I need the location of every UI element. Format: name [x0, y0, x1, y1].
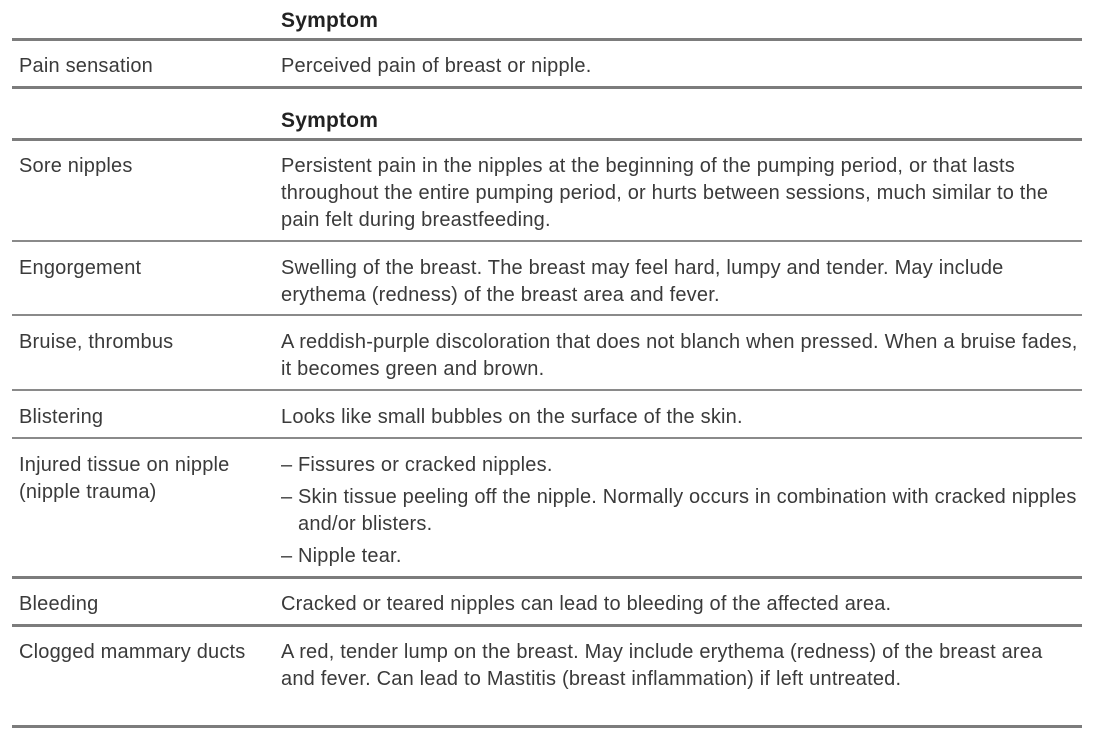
row-divider	[12, 437, 1082, 439]
table-bottom-border	[12, 725, 1082, 728]
row-term: Pain sensation	[19, 55, 154, 77]
header-divider	[12, 138, 1082, 141]
row-divider	[12, 389, 1082, 391]
header-symptom-label: Symptom	[281, 9, 379, 32]
section-divider	[12, 86, 1082, 89]
row-term: Blistering	[19, 406, 104, 428]
header-divider	[12, 38, 1082, 41]
row-divider	[12, 314, 1082, 316]
row-divider	[12, 240, 1082, 242]
row-description: A red, tender lump on the breast. May include erythema (redness) of the breast area and fever. Can lead to Mastitis (breast inflammation) if left untreated.	[281, 641, 1043, 690]
row-term: Engorgement	[19, 257, 142, 279]
row-description: Perceived pain of breast or nipple.	[281, 55, 592, 77]
row-description: Looks like small bubbles on the surface of the skin.	[281, 406, 743, 428]
row-term: Bruise, thrombus	[19, 331, 174, 353]
bullet-item: – Skin tissue peeling off the nipple. Normally occurs in combination with cracked nipples and/or blisters.	[281, 484, 1081, 538]
row-description: Cracked or teared nipples can lead to bleeding of the affected area.	[281, 593, 892, 615]
row-description: Swelling of the breast. The breast may feel hard, lumpy and tender. May include erythema (redness) of the breast area and fever.	[281, 257, 1004, 306]
row-divider	[12, 624, 1082, 627]
row-description: Persistent pain in the nipples at the beginning of the pumping period, or that lasts throughout the entire pumping period, or hurts between sessions, much similar to the pain felt during breastfeeding.	[281, 155, 1049, 231]
row-divider	[12, 576, 1082, 579]
row-term: Clogged mammary ducts	[19, 641, 246, 663]
row-description	[281, 452, 1081, 575]
row-term: Sore nipples	[19, 155, 133, 177]
header-symptom-label: Symptom	[281, 109, 379, 132]
row-description: A reddish-purple discoloration that does not blanch when pressed. When a bruise fades, it becomes green and brown.	[281, 331, 1078, 380]
row-term: Injured tissue on nipple (nipple trauma)	[19, 454, 230, 503]
bullet-item: – Nipple tear.	[281, 543, 1081, 570]
row-term: Bleeding	[19, 593, 99, 615]
bullet-item: – Fissures or cracked nipples.	[281, 452, 1081, 479]
